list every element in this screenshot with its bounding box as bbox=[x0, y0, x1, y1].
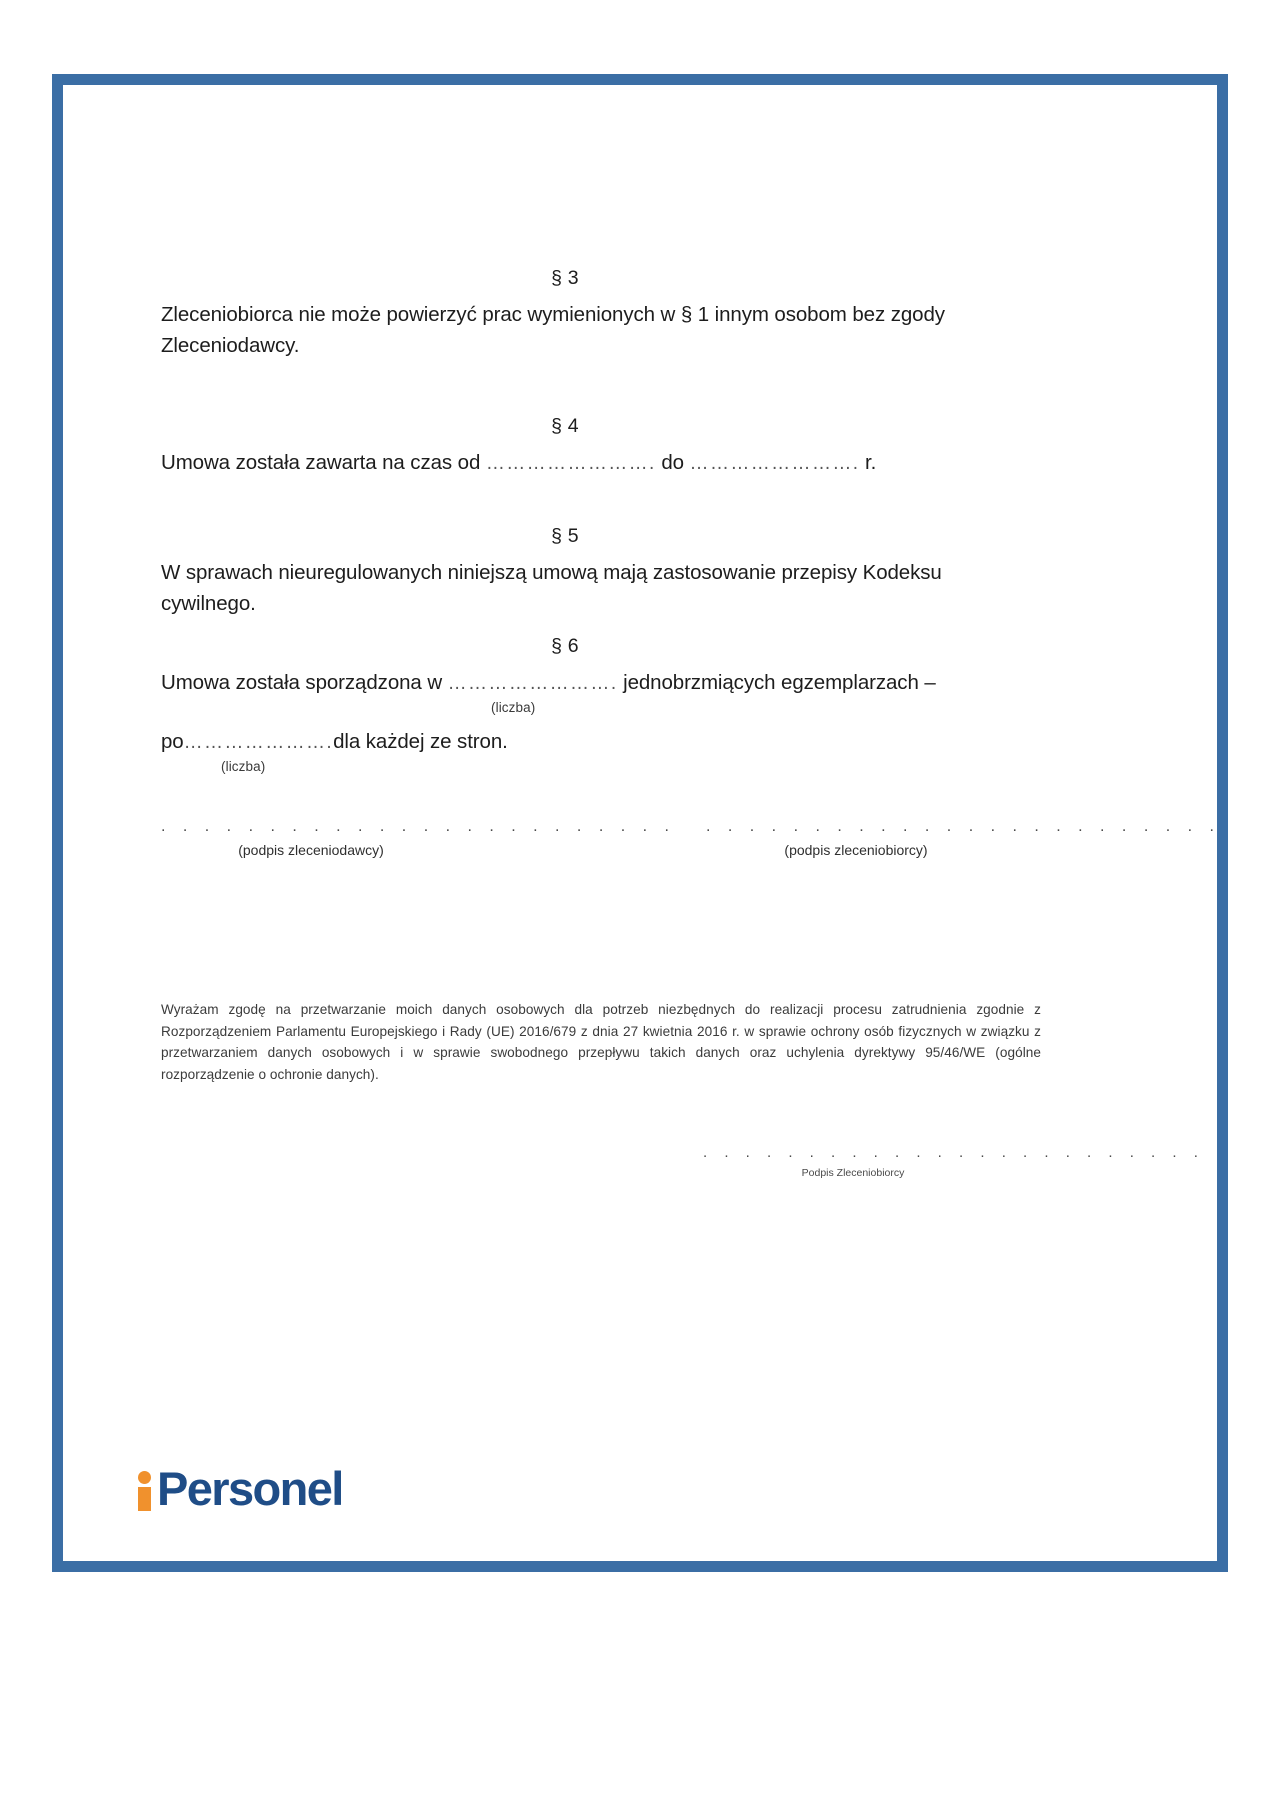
section-6-line-2 bbox=[161, 726, 1041, 758]
section-6-line-2-before: po bbox=[161, 730, 184, 753]
signature-block-contractor bbox=[706, 818, 1221, 858]
signature-caption-employer: (podpis zleceniodawcy) bbox=[238, 842, 384, 858]
personel-logo bbox=[135, 1461, 343, 1517]
section-paragraph-5 bbox=[161, 525, 1041, 619]
section-4-fill-field-to[interactable]: ……………………. bbox=[689, 453, 860, 474]
section-6-line-2-after: dla każdej ze stron. bbox=[333, 730, 508, 753]
section-4-text-before: Umowa została zawarta na czas od bbox=[161, 451, 486, 474]
section-4-text-after: r. bbox=[859, 451, 877, 474]
section-number-3: § 3 bbox=[551, 267, 579, 289]
signature-block-employer bbox=[161, 818, 676, 858]
section-number-6: § 6 bbox=[551, 635, 579, 657]
consent-signature-caption: Podpis Zleceniobiorcy bbox=[801, 1167, 905, 1179]
section-5-line-1: W sprawach nieuregulowanych niniejszą umową mają zastosowanie przepisy Kodeksu bbox=[161, 561, 942, 584]
section-6-hint-liczba-1: (liczba) bbox=[491, 700, 536, 715]
section-number-5: § 5 bbox=[551, 525, 579, 547]
signature-row bbox=[161, 818, 1221, 879]
personel-wordmark: Personel bbox=[157, 1462, 343, 1515]
personel-mark-stem-icon bbox=[138, 1487, 151, 1511]
section-3-line-1: Zleceniobiorca nie może powierzyć prac wymienionych w § 1 innym osobom bez zgody bbox=[161, 303, 945, 326]
section-number-4: § 4 bbox=[551, 415, 579, 437]
section-4-text-middle: do bbox=[655, 451, 690, 474]
consent-signature-line[interactable]: . . . . . . . . . . . . . . . . . . . . . . . . bbox=[703, 1144, 1205, 1161]
signature-line-contractor[interactable]: . . . . . . . . . . . . . . . . . . . . . . . . bbox=[706, 818, 1221, 835]
consent-signature-block bbox=[703, 1144, 1205, 1179]
section-4-fill-field-from[interactable]: ……………………. bbox=[485, 453, 656, 474]
section-3-line-2: Zleceniodawcy. bbox=[161, 334, 300, 357]
personel-mark-dot-icon bbox=[138, 1471, 151, 1484]
personel-i-mark-icon bbox=[135, 1467, 155, 1511]
section-6-line-1 bbox=[161, 667, 1041, 699]
section-5-line-2: cywilnego. bbox=[161, 592, 256, 615]
section-paragraph-4 bbox=[161, 415, 1041, 479]
section-paragraph-3 bbox=[161, 267, 1041, 361]
section-6-text-after: jednobrzmiących egzemplarzach – bbox=[617, 671, 936, 694]
document-page-frame bbox=[52, 74, 1228, 1572]
section-6-fill-field-copies[interactable]: ……………………. bbox=[447, 673, 618, 694]
section-6-text-before: Umowa została sporządzona w bbox=[161, 671, 448, 694]
section-6-fill-field-per-party[interactable]: …………………. bbox=[183, 732, 334, 753]
section-paragraph-6 bbox=[161, 635, 1041, 774]
signature-caption-contractor: (podpis zleceniobiorcy) bbox=[784, 842, 928, 858]
signature-line-employer[interactable]: . . . . . . . . . . . . . . . . . . . . . . . . bbox=[161, 818, 676, 835]
section-6-hint-liczba-2: (liczba) bbox=[221, 759, 266, 774]
section-4-line bbox=[161, 447, 1041, 479]
gdpr-consent-paragraph: Wyrażam zgodę na przetwarzanie moich danych osobowych dla potrzeb niezbędnych do realizacji procesu zatrudnienia zgodnie z Rozporządzeniem Parlamentu Europejskiego i Rady (UE) 2016/679 z dnia 27 kwietnia 2016 r. w sprawie ochrony osób fizycznych w związku z przetwarzaniem danych osobowych i w sprawie swobodnego przepływu takich danych oraz uchylenia dyrektywy 95/46/WE (ogólne rozporządzenie o ochronie danych). bbox=[161, 1002, 1041, 1082]
document-sheet bbox=[63, 85, 1221, 1561]
